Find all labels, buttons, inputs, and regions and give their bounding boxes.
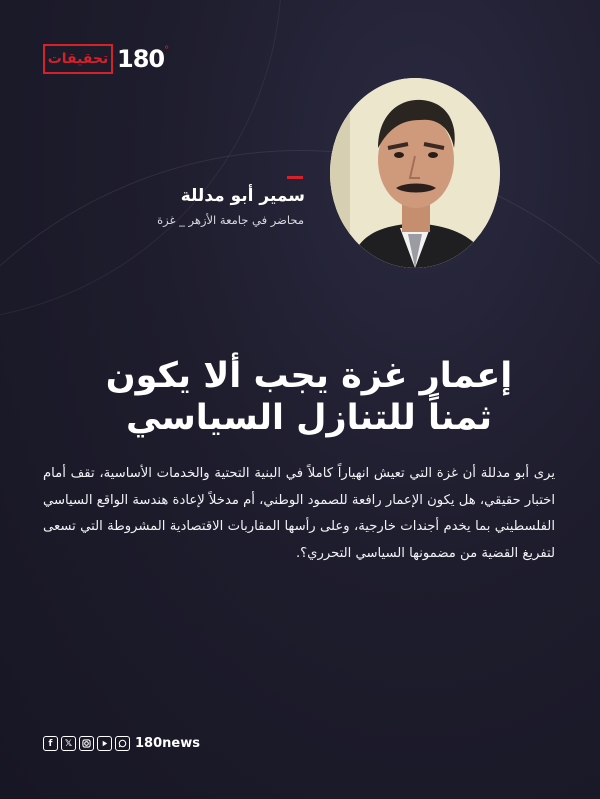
person-name: سمير أبو مدللة — [180, 186, 305, 206]
headline-line-1: إعمار غزة يجب ألا يكون — [105, 356, 513, 396]
logo-box — [43, 44, 113, 74]
facebook-icon[interactable]: f — [43, 736, 58, 751]
logo-degree: ° — [164, 44, 170, 56]
social-handle[interactable]: 180news — [135, 736, 200, 751]
headline-line-2: ثمناً للتنازل السياسي — [125, 398, 493, 438]
x-icon[interactable]: 𝕏 — [61, 736, 76, 751]
instagram-icon[interactable] — [79, 736, 94, 751]
logo-arabic: تحقيقات — [47, 51, 109, 67]
whatsapp-icon[interactable] — [115, 736, 130, 751]
brand-logo[interactable] — [43, 44, 169, 74]
person-role: محاضر في جامعة الأزهر _ غزة — [157, 213, 304, 227]
portrait-illustration — [330, 78, 500, 268]
person-photo — [330, 78, 500, 268]
logo-number: 180 — [117, 45, 165, 73]
youtube-icon[interactable] — [97, 736, 112, 751]
name-accent-bar — [287, 176, 303, 179]
social-footer — [43, 736, 200, 751]
article-body: يرى أبو مدللة أن غزة التي تعيش انهياراً كاملاً في البنية التحتية والخدمات الأساسية، تقف أمام اختبار حقيقي، هل يكون الإعمار رافعة للصمود الوطني، أم مدخلاً لإعادة هندسة الواقع السياسي الفلسطيني بما يخدم أجندات خارجية، وعلى رأسها المقاربات الاقتصادية المشروطة التي تسعى لتفريغ القضية من مضمونها السياسي التحرري؟. — [43, 466, 555, 561]
